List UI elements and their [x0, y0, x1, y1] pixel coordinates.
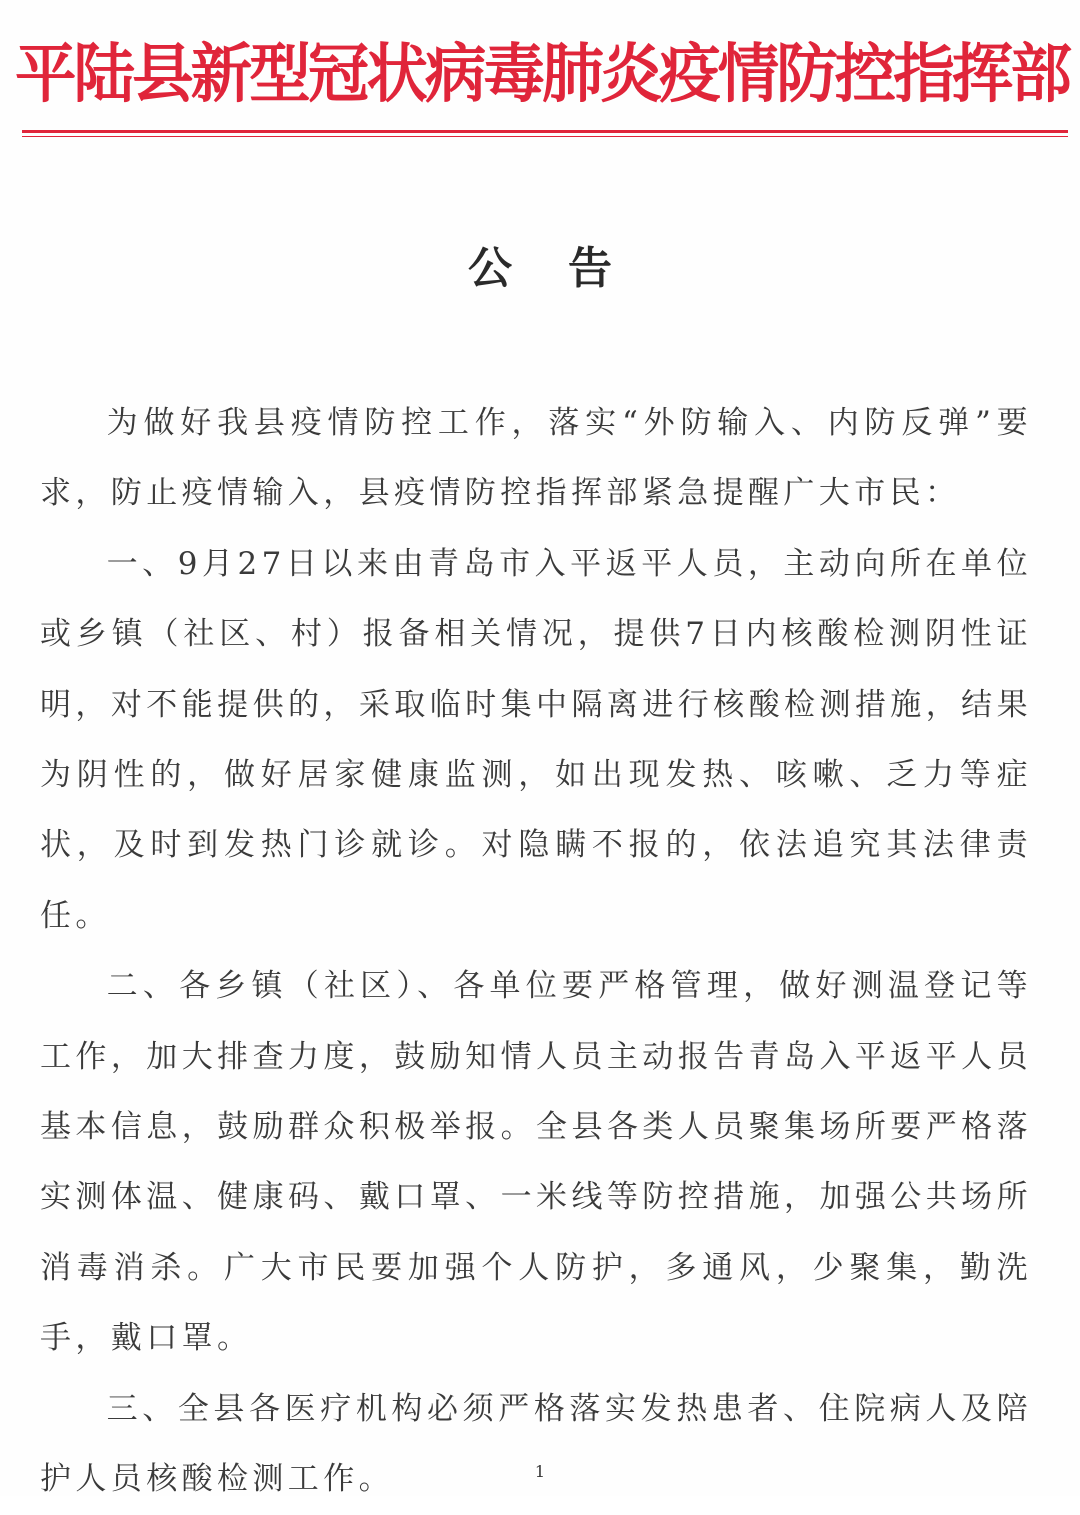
- page-number: 1: [534, 1462, 546, 1481]
- document-title: 公告: [468, 243, 668, 294]
- item-one-paragraph: 一、9月27日以来由青岛市入平返平人员，主动向所在单位或乡镇（社区、村）报备相关情况，提供7日内核酸检测阴性证明，对不能提供的，采取临时集中隔离进行核酸检测措施，结果为阴性的，做好居家健康监测，如出现发热、咳嗽、乏力等症状，及时到发热门诊就诊。对隐瞒不报的，依法追究其法律责任。: [40, 545, 1032, 934]
- header-red-rule-thick: [22, 130, 1068, 133]
- item-three-paragraph: 三、全县各医疗机构必须严格落实发热患者、住院病人及陪护人员核酸检测工作。: [40, 1390, 1032, 1498]
- intro-paragraph: 为做好我县疫情防控工作，落实“外防输入、内防反弹”要求，防止疫情输入，县疫情防控指挥部紧急提醒广大市民：: [40, 405, 1032, 512]
- header-red-rule-thin: [22, 136, 1068, 137]
- document-body: [40, 388, 1032, 1515]
- organization-header: 平陆县新型冠状病毒肺炎疫情防控指挥部: [14, 37, 1070, 112]
- item-two-paragraph: 二、各乡镇（社区）、各单位要严格管理，做好测温登记等工作，加大排查力度，鼓励知情人员主动报告青岛入平返平人员基本信息，鼓励群众积极举报。全县各类人员聚集场所要严格落实测体温、健康码、戴口罩、一米线等防控措施，加强公共场所消毒消杀。广大市民要加强个人防护，多通风，少聚集，勤洗手，戴口罩。: [40, 968, 1032, 1357]
